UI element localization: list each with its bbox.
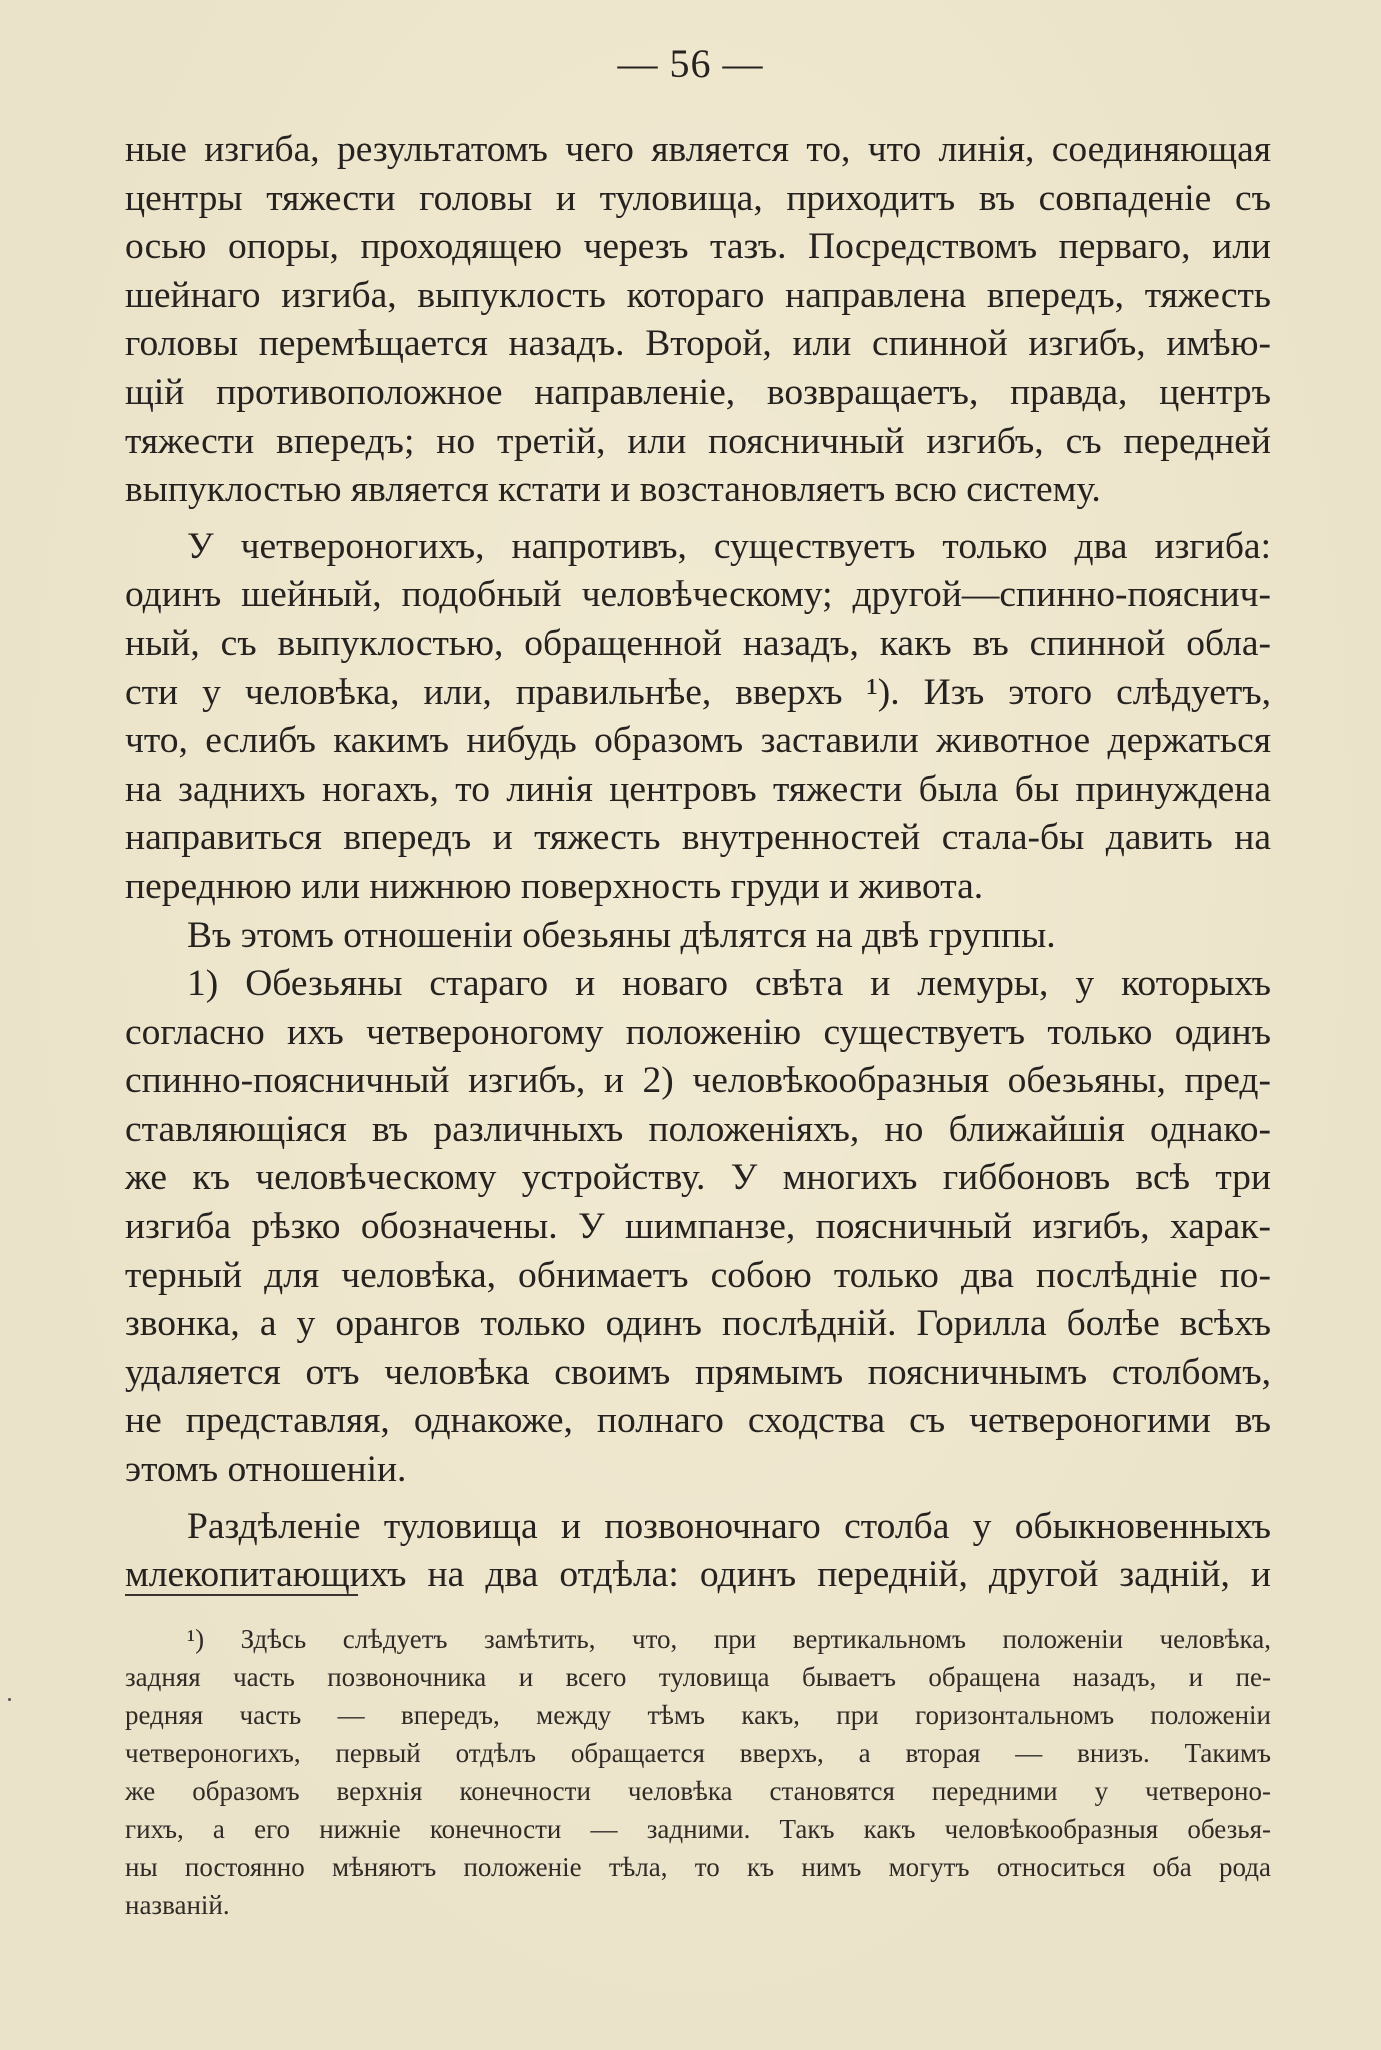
text-line: млекопитающихъ на два отдѣла: одинъ передній, другой задній, и [125, 1554, 1271, 1596]
text-line: спинно-поясничный изгибъ, и 2) человѣкообразныя обезьяны, пред- [125, 1060, 1271, 1102]
footnote-line: четвероногихъ, первый отдѣлъ обращается вверхъ, а вторая — внизъ. Такимъ [125, 1738, 1271, 1768]
text-line: ставляющіяся въ различныхъ положеніяхъ, но ближайшія однако- [125, 1108, 1271, 1150]
text-line: переднюю или нижнюю поверхность груди и живота. [125, 865, 984, 907]
text-line: же къ человѣческому устройству. У многихъ гиббоновъ всѣ три [125, 1157, 1271, 1199]
paragraph [125, 126, 1271, 515]
text-line: не представляя, однакоже, полнаго сходства съ четвероногими въ [125, 1400, 1271, 1442]
text-line: Раздѣленіе туловища и позвоночнаго столба у обыкновенныхъ [187, 1505, 1271, 1547]
text-line: этомъ отношеніи. [125, 1449, 407, 1491]
text-line: удаляется отъ человѣка своимъ прямымъ поясничнымъ столбомъ, [125, 1351, 1271, 1393]
footnote-line: же образомъ верхнія конечности человѣка становятся передними у четвероно- [125, 1776, 1271, 1806]
text-line: щій противоположное направленіе, возвращаетъ, правда, центръ [125, 371, 1271, 413]
paragraph [125, 912, 1271, 961]
footnote-line: гихъ, а его нижніе конечности — задними. Такъ какъ человѣкообразныя обезья- [125, 1814, 1271, 1844]
main-text [125, 126, 1271, 1600]
text-line: сти у человѣка, или, правильнѣе, вверхъ ¹). Изъ этого слѣдуетъ, [125, 671, 1271, 713]
text-line: одинъ шейный, подобный человѣческому; другой—спинно-пояснич- [125, 574, 1271, 616]
text-line: ные изгиба, результатомъ чего является то, что линія, соединяющая [125, 129, 1271, 170]
text-line: Въ этомъ отношеніи обезьяны дѣлятся на двѣ группы. [187, 914, 1056, 956]
paragraph [125, 960, 1271, 1495]
text-line: тяжести впередъ; но третій, или поясничный изгибъ, съ передней [125, 420, 1271, 462]
text-line: 1) Обезьяны стараго и новаго свѣта и лемуры, у которыхъ [187, 963, 1271, 1005]
footnote [125, 1620, 1271, 1924]
footnote-line: задняя часть позвоночника и всего туловища бываетъ обращена назадъ, и пе- [125, 1662, 1271, 1692]
text-line: шейнаго изгиба, выпуклость котораго направлена впередъ, тяжесть [125, 274, 1271, 316]
scan-speck [8, 1698, 11, 1701]
text-line: изгиба рѣзко обозначены. У шимпанзе, поясничный изгибъ, харак- [125, 1206, 1271, 1248]
text-line: ный, съ выпуклостью, обращенной назадъ, какъ въ спинной обла- [125, 622, 1271, 664]
page-number: — 56 — [617, 41, 764, 86]
text-line: выпуклостью является кстати и возстановляетъ всю систему. [125, 469, 1101, 511]
footnote-line: редняя часть — впередъ, между тѣмъ какъ, при горизонтальномъ положеніи [125, 1700, 1271, 1730]
text-line: центры тяжести головы и туловища, приходитъ въ совпаденіе съ [125, 177, 1271, 219]
text-line: на заднихъ ногахъ, то линія центровъ тяжести была бы принуждена [125, 768, 1271, 810]
footnote-line: ¹) Здѣсь слѣдуетъ замѣтить, что, при вертикальномъ положеніи человѣка, [187, 1624, 1271, 1654]
footnote-separator [125, 1594, 358, 1596]
footnote-line: ны постоянно мѣняютъ положеніе тѣла, то къ нимъ могутъ относиться оба рода [125, 1852, 1271, 1882]
text-line: головы перемѣщается назадъ. Второй, или спинной изгибъ, имѣю- [125, 323, 1271, 365]
text-line: согласно ихъ четвероногому положенію существуетъ только одинъ [125, 1011, 1271, 1053]
text-line: что, еслибъ какимъ нибудь образомъ заставили животное держаться [125, 720, 1271, 762]
text-line: У четвероногихъ, напротивъ, существуетъ только два изгиба: [187, 525, 1271, 567]
paragraph [125, 523, 1271, 912]
text-line: терный для человѣка, обнимаетъ собою только два послѣдніе по- [125, 1254, 1271, 1296]
paragraph [125, 1503, 1271, 1600]
text-line: звонка, а у орангов только одинъ послѣдній. Горилла болѣе всѣхъ [125, 1303, 1271, 1345]
text-line: направиться впередъ и тяжесть внутренностей стала-бы давить на [125, 817, 1271, 859]
text-line: осью опоры, проходящею черезъ тазъ. Посредствомъ перваго, или [125, 226, 1271, 268]
footnote-line: названій. [125, 1890, 230, 1920]
